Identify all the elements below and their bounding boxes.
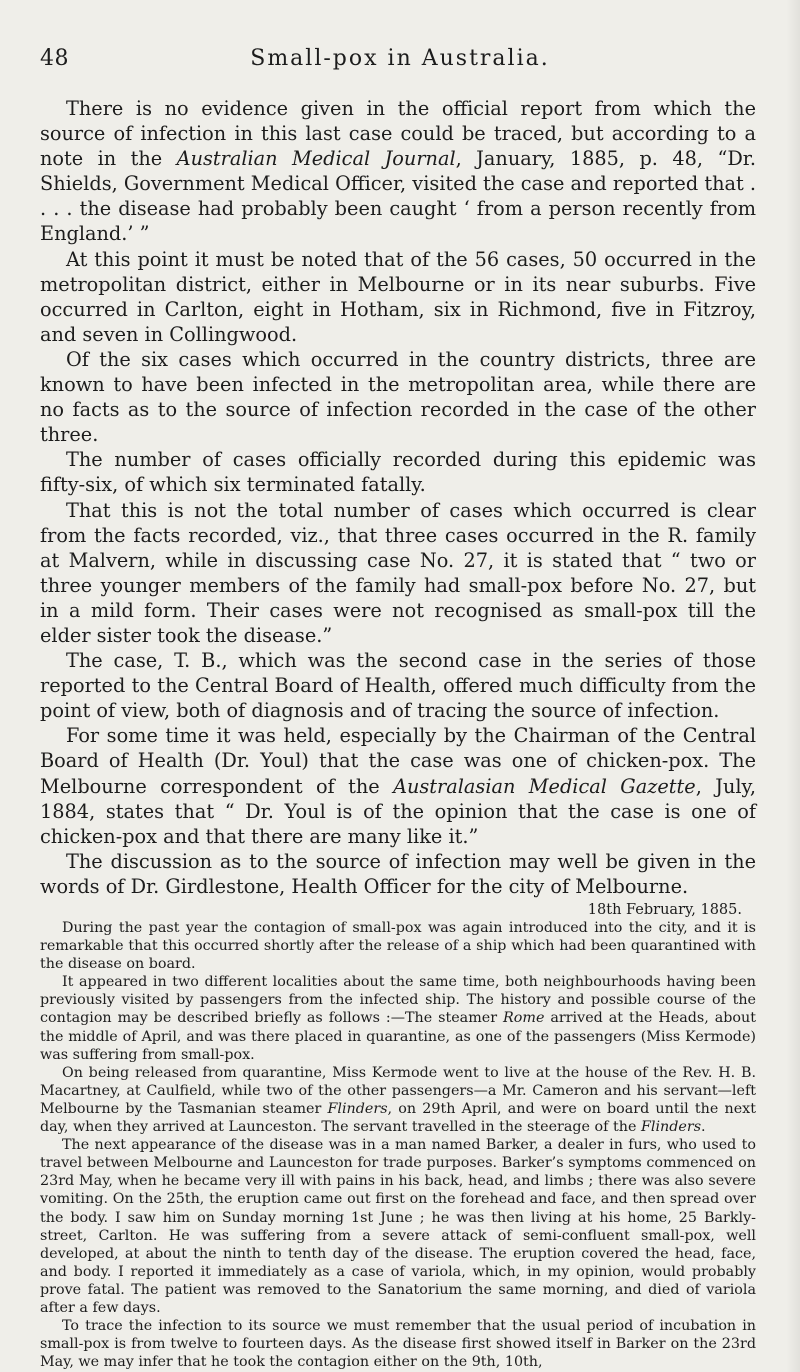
main-text	[40, 96, 756, 899]
running-title: Small-pox in Australia.	[250, 46, 550, 71]
quote-paragraph: It appeared in two different localities about the same time, both neighbourhoods having been previously visited by passengers from the infected ship. The history and possible course of the contagion may be described briefly as follows :—The steamer Rome arrived at the Heads, about the middle of April, and was there placed in quarantine, as one of the passengers (Miss Kermode) was suffering from small-pox.	[40, 974, 756, 1063]
page-header	[40, 46, 760, 80]
report-date: 18th February, 1885.	[587, 902, 742, 918]
journal-title: Australian Medical Journal	[176, 147, 456, 171]
quote-paragraph: The next appearance of the disease was in a man named Barker, a dealer in furs, who used to travel between Melbourne and Launceston for trade purposes. Barker’s symptoms commenced on 23rd May, when he became very ill with pains in his back, head, and limbs ; there was also severe vomiting. On the 25th, the eruption came out first on the forehead and face, and then spread over the body. I saw him on Sunday morning 1st June ; he was then living at his home, 25 Barkly-street, Carlton. He was suffering from a severe attack of semi-confluent small-pox, well developed, at about the ninth to tenth day of the disease. The eruption covered the head, face, and body. I reported it immediately as a case of variola, which, in my opinion, would probably prove fatal. The patient was removed to the Sanatorium the same morning, and died of variola after a few days.	[40, 1137, 756, 1316]
quote-paragraph: During the past year the contagion of small-pox was again introduced into the city, and it is remarkable that this occurred shortly after the release of a ship which had been quarantined with the disease on board.	[40, 920, 756, 973]
paragraph: The number of cases officially recorded during this epidemic was fifty-six, of which six terminated fatally.	[40, 448, 756, 497]
quote-paragraph: To trace the infection to its source we must remember that the usual period of incubation in small-pox is from twelve to fourteen days. As the disease first showed itself in Barker on the 23rd May, we may infer that he took the contagion either on the 9th, 10th,	[40, 1318, 756, 1371]
ship-name: Flinders	[327, 1100, 388, 1117]
paragraph: That this is not the total number of cases which occurred is clear from the facts recorded, viz., that three cases occurred in the R. family at Malvern, while in discussing case No. 27, it is stated that “ two or three younger members of the family had small-pox before No. 27, but in a mild form. Their cases were not recognised as small-pox till the elder sister took the disease.”	[40, 498, 756, 647]
ship-name: Flinders	[640, 1119, 702, 1136]
paragraph: At this point it must be noted that of the 56 cases, 50 occurred in the metropolitan district, either in Melbourne or in its near suburbs. Five occurred in Carlton, eight in Hotham, six in Richmond, five in Fitzroy, and seven in Collingwood.	[40, 247, 756, 346]
journal-title: Australasian Medical Gazette	[393, 774, 696, 798]
ship-name: Rome	[503, 1010, 545, 1027]
body-text	[40, 96, 756, 1371]
paragraph: The case, T. B., which was the second case in the series of those reported to the Central Board of Health, offered much difficulty from the point of view, both of diagnosis and of tracing the source of infection.	[40, 649, 756, 723]
paragraph: For some time it was held, especially by the Chairman of the Central Board of Health (Dr. Youl) that the case was one of chicken-pox. The Melbourne correspondent of the Australasian Medical Gazette, July, 1884, states that “ Dr. Youl is of the opinion that the case is one of chicken-pox and that there are many like it.”	[40, 724, 756, 848]
paragraph: Of the six cases which occurred in the country districts, three are known to have been infected in the metropolitan area, while there are no facts as to the source of infection recorded in the case of the other three.	[40, 347, 756, 447]
paragraph: There is no evidence given in the official report from which the source of infection in this last case could be traced, but according to a note in the Australian Medical Journal, January, 1885, p. 48, “Dr. Shields, Government Medical Officer, visited the case and reported that . . . . the disease had probably been caught ‘ from a person recently from England.’ ”	[40, 97, 756, 246]
paragraph: The discussion as to the source of infection may well be given in the words of Dr. Girdlestone, Health Officer for the city of Melbourne.	[40, 849, 756, 898]
quoted-report	[40, 901, 756, 1371]
page-number: 48	[40, 46, 69, 71]
page-edge-shadow	[786, 0, 800, 1372]
quote-paragraph: On being released from quarantine, Miss Kermode went to live at the house of the Rev. H. B. Macartney, at Caulfield, while two of the other passengers—a Mr. Cameron and his servant—left Melbourne by the Tasmanian steamer Flinders, on 29th April, and were on board until the next day, when they arrived at Launceston. The servant travelled in the steerage of the Flinders.	[40, 1064, 756, 1136]
